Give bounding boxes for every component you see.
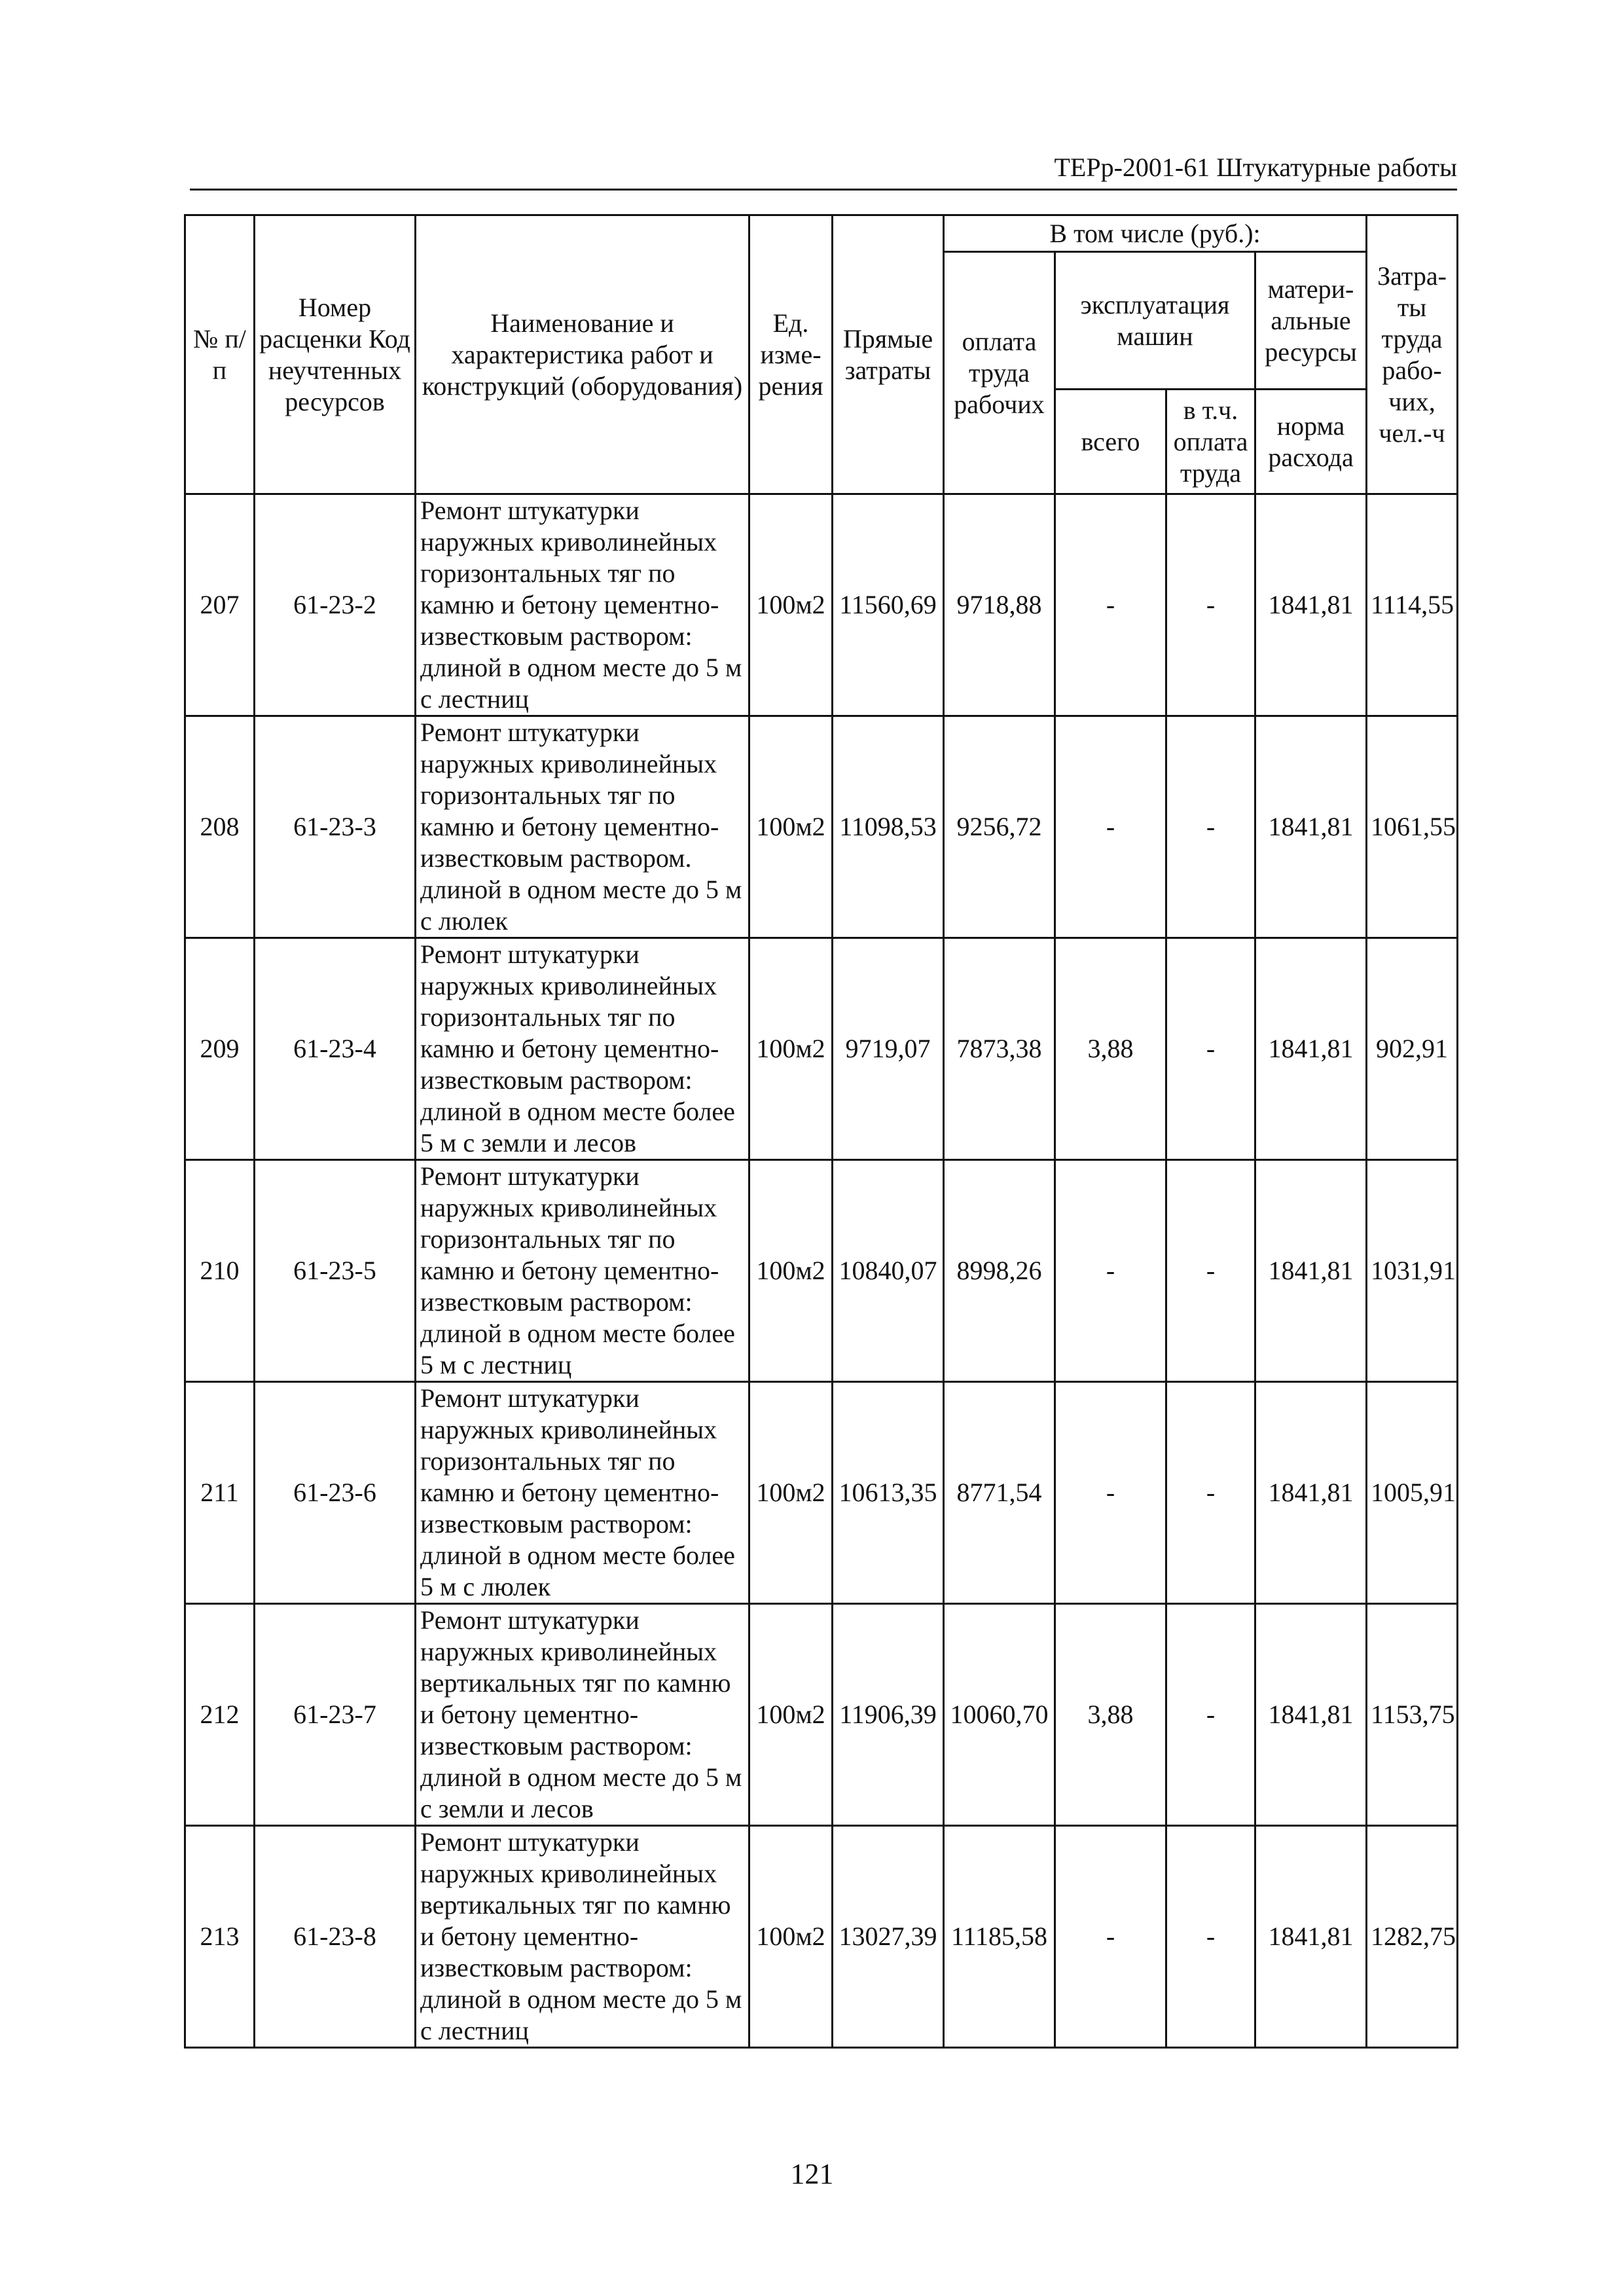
row-num: 212 <box>185 1604 255 1826</box>
table-row <box>185 1160 1458 1382</box>
row-machines-labor: - <box>1166 494 1255 716</box>
row-unit: 100м2 <box>749 1160 833 1382</box>
col-materials-norm-header: норма расхода <box>1255 390 1367 494</box>
row-labor-pay: 8771,54 <box>944 1382 1055 1604</box>
row-unit: 100м2 <box>749 1604 833 1826</box>
col-materials-header: матери-альные ресурсы <box>1255 252 1367 390</box>
header-rule <box>190 189 1457 191</box>
col-direct-header: Прямые затраты <box>833 215 944 494</box>
col-machines-labor-header: в т.ч. оплата труда <box>1166 390 1255 494</box>
row-num: 207 <box>185 494 255 716</box>
table-row <box>185 494 1458 716</box>
col-labor-pay-header: оплата труда рабочих <box>944 252 1055 494</box>
row-direct-costs: 11098,53 <box>833 716 944 938</box>
row-num: 211 <box>185 1382 255 1604</box>
row-machines-labor: - <box>1166 1826 1255 2048</box>
running-header: ТЕРр-2001-61 Штукатурные работы <box>1054 153 1457 182</box>
col-num-header: № п/п <box>185 215 255 494</box>
col-unit-header: Ед. изме-рения <box>749 215 833 494</box>
row-machines-total: - <box>1055 716 1166 938</box>
row-materials: 1841,81 <box>1255 938 1367 1160</box>
row-direct-costs: 9719,07 <box>833 938 944 1160</box>
row-labor-hours: 1061,55 <box>1367 716 1458 938</box>
table-row <box>185 1382 1458 1604</box>
row-labor-hours: 1005,91 <box>1367 1382 1458 1604</box>
row-machines-total: 3,88 <box>1055 938 1166 1160</box>
row-description: Ремонт штукатурки наружных криволинейных горизонтальных тяг по камню и бетону цементно-известковым раствором: длиной в одном месте более 5 м с земли и лесов <box>416 938 749 1160</box>
row-code: 61-23-7 <box>255 1604 416 1826</box>
row-labor-hours: 1153,75 <box>1367 1604 1458 1826</box>
row-materials: 1841,81 <box>1255 1382 1367 1604</box>
table-row <box>185 938 1458 1160</box>
row-machines-total: - <box>1055 1826 1166 2048</box>
table-row <box>185 1826 1458 2048</box>
row-unit: 100м2 <box>749 938 833 1160</box>
col-labor-hours-header: Затра-ты труда рабо-чих, чел.-ч <box>1367 215 1458 494</box>
row-labor-pay: 8998,26 <box>944 1160 1055 1382</box>
machines-group-header: эксплуатация машин <box>1055 252 1255 390</box>
table-row <box>185 716 1458 938</box>
row-direct-costs: 11560,69 <box>833 494 944 716</box>
col-machines-total-header: всего <box>1055 390 1166 494</box>
row-machines-labor: - <box>1166 1604 1255 1826</box>
row-num: 213 <box>185 1826 255 2048</box>
row-code: 61-23-5 <box>255 1160 416 1382</box>
table-body <box>185 494 1458 2048</box>
row-code: 61-23-2 <box>255 494 416 716</box>
row-num: 209 <box>185 938 255 1160</box>
row-direct-costs: 10840,07 <box>833 1160 944 1382</box>
col-name-header: Наименование и характеристика работ и конструкций (оборудования) <box>416 215 749 494</box>
rates-table <box>184 214 1458 2049</box>
row-code: 61-23-6 <box>255 1382 416 1604</box>
row-materials: 1841,81 <box>1255 1826 1367 2048</box>
incl-group-header: В том числе (руб.): <box>944 215 1367 252</box>
row-labor-pay: 10060,70 <box>944 1604 1055 1826</box>
row-machines-total: - <box>1055 1160 1166 1382</box>
row-direct-costs: 13027,39 <box>833 1826 944 2048</box>
row-machines-labor: - <box>1166 716 1255 938</box>
row-code: 61-23-8 <box>255 1826 416 2048</box>
page-number: 121 <box>790 2158 834 2190</box>
row-labor-hours: 1114,55 <box>1367 494 1458 716</box>
row-materials: 1841,81 <box>1255 494 1367 716</box>
row-direct-costs: 10613,35 <box>833 1382 944 1604</box>
col-code-header: Номер расценки Код неучтенных ресурсов <box>255 215 416 494</box>
table-row <box>185 1604 1458 1826</box>
row-materials: 1841,81 <box>1255 716 1367 938</box>
row-code: 61-23-3 <box>255 716 416 938</box>
row-description: Ремонт штукатурки наружных криволинейных вертикальных тяг по камню и бетону цементно-известковым раствором: длиной в одном месте до 5 м с земли и лесов <box>416 1604 749 1826</box>
row-labor-pay: 11185,58 <box>944 1826 1055 2048</box>
row-description: Ремонт штукатурки наружных криволинейных вертикальных тяг по камню и бетону цементно-известковым раствором: длиной в одном месте до 5 м с лестниц <box>416 1826 749 2048</box>
row-description: Ремонт штукатурки наружных криволинейных горизонтальных тяг по камню и бетону цементно-известковым раствором: длиной в одном месте более 5 м с лестниц <box>416 1160 749 1382</box>
row-labor-hours: 1031,91 <box>1367 1160 1458 1382</box>
row-machines-labor: - <box>1166 1382 1255 1604</box>
row-labor-hours: 902,91 <box>1367 938 1458 1160</box>
row-description: Ремонт штукатурки наружных криволинейных горизонтальных тяг по камню и бетону цементно-известковым раствором. длиной в одном месте до 5 м с люлек <box>416 716 749 938</box>
row-unit: 100м2 <box>749 1382 833 1604</box>
row-description: Ремонт штукатурки наружных криволинейных горизонтальных тяг по камню и бетону цементно-известковым раствором: длиной в одном месте до 5 м с лестниц <box>416 494 749 716</box>
row-num: 208 <box>185 716 255 938</box>
row-labor-hours: 1282,75 <box>1367 1826 1458 2048</box>
row-machines-total: - <box>1055 1382 1166 1604</box>
row-num: 210 <box>185 1160 255 1382</box>
row-unit: 100м2 <box>749 716 833 938</box>
row-materials: 1841,81 <box>1255 1160 1367 1382</box>
row-description: Ремонт штукатурки наружных криволинейных горизонтальных тяг по камню и бетону цементно-известковым раствором: длиной в одном месте более 5 м с люлек <box>416 1382 749 1604</box>
row-machines-total: 3,88 <box>1055 1604 1166 1826</box>
row-machines-total: - <box>1055 494 1166 716</box>
row-labor-pay: 9256,72 <box>944 716 1055 938</box>
row-machines-labor: - <box>1166 938 1255 1160</box>
row-direct-costs: 11906,39 <box>833 1604 944 1826</box>
row-materials: 1841,81 <box>1255 1604 1367 1826</box>
row-unit: 100м2 <box>749 1826 833 2048</box>
row-labor-pay: 7873,38 <box>944 938 1055 1160</box>
row-unit: 100м2 <box>749 494 833 716</box>
row-machines-labor: - <box>1166 1160 1255 1382</box>
row-labor-pay: 9718,88 <box>944 494 1055 716</box>
row-code: 61-23-4 <box>255 938 416 1160</box>
table-head <box>185 215 1458 494</box>
